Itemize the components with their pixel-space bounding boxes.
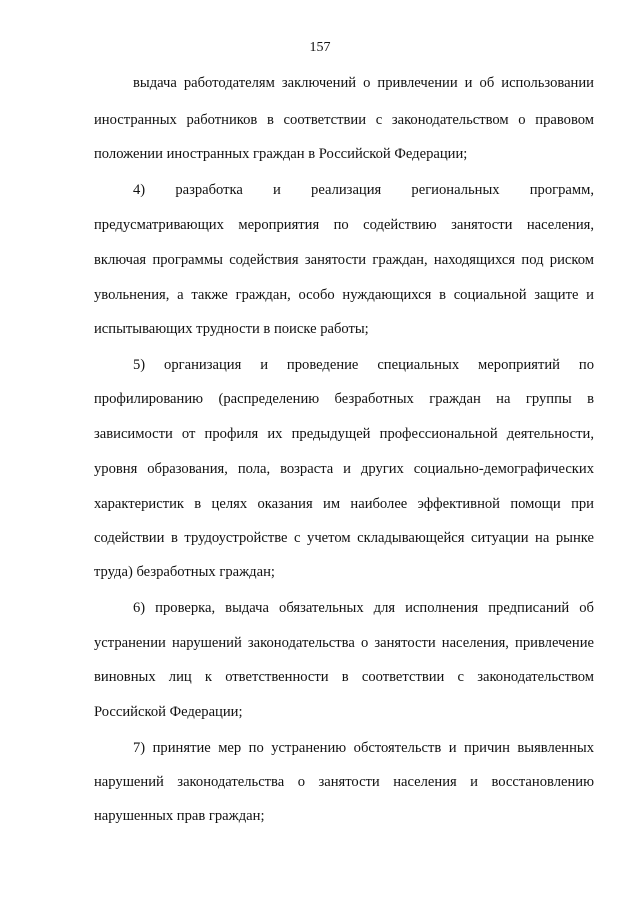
text-line: иностранных работников в соответствии с законодательством о правовом xyxy=(94,112,594,128)
text-line: 5) организация и проведение специальных мероприятий по xyxy=(133,357,594,373)
text-line: нарушенных прав граждан; xyxy=(94,808,265,824)
text-line: содействии в трудоустройстве с учетом складывающейся ситуации на рынке xyxy=(94,530,594,546)
text-line: труда) безработных граждан; xyxy=(94,564,275,580)
text-line: зависимости от профиля их предыдущей профессиональной деятельности, xyxy=(94,426,594,442)
text-line: положении иностранных граждан в Российской Федерации; xyxy=(94,146,468,162)
text-line: увольнения, а также граждан, особо нуждающихся в социальной защите и xyxy=(94,287,594,303)
text-line: включая программы содействия занятости граждан, находящихся под риском xyxy=(94,252,594,268)
page-number: 157 xyxy=(309,40,331,55)
text-line: уровня образования, пола, возраста и других социально-демографических xyxy=(94,461,594,477)
text-line: виновных лиц к ответственности в соответствии с законодательством xyxy=(94,669,594,685)
text-line: 7) принятие мер по устранению обстоятельств и причин выявленных xyxy=(133,740,594,756)
text-line: устранении нарушений законодательства о занятости населения, привлечение xyxy=(94,635,594,651)
text-line: предусматривающих мероприятия по содействию занятости населения, xyxy=(94,217,594,233)
text-line: испытывающих трудности в поиске работы; xyxy=(94,321,369,337)
text-line: Российской Федерации; xyxy=(94,704,243,720)
text-line: 4) разработка и реализация региональных программ, xyxy=(133,182,594,198)
text-line: выдача работодателям заключений о привлечении и об использовании xyxy=(133,75,594,91)
text-line: 6) проверка, выдача обязательных для исполнения предписаний об xyxy=(133,600,594,616)
text-line: нарушений законодательства о занятости населения и восстановлению xyxy=(94,774,594,790)
text-line: профилированию (распределению безработных граждан на группы в xyxy=(94,391,594,407)
text-line: характеристик в целях оказания им наиболее эффективной помощи при xyxy=(94,496,594,512)
